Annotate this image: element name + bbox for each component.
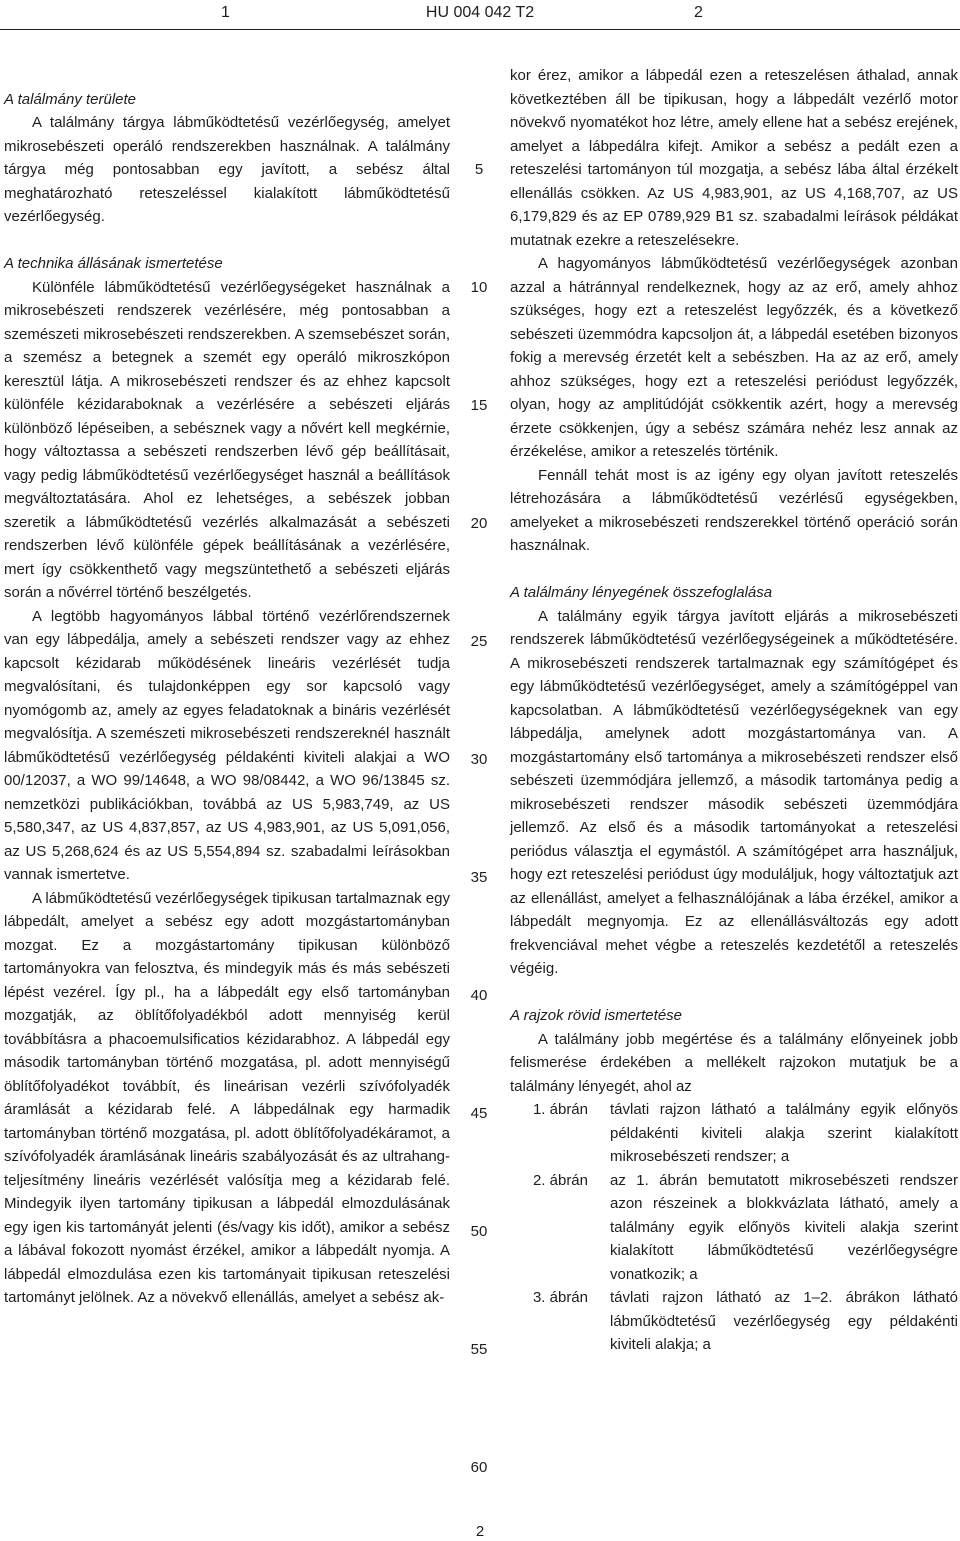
- line-number: 30: [470, 751, 488, 768]
- paragraph-prior-art-3: A lábműködtetésű vezérlőegységek tipikusan tartalmaznak egy lábpedált, amelyet a sebész egy adott mozgástartományban mozgat. Ez a mozgástartomány tipikusan különböző tartományokra van felosztva, és mindegyik más és más sebészeti lépést vezérel. Így pl., ha a lábpedált egy első tartományban mozgatják, az öblítőfolyadékból adott mennyiség kerül továbbításra a phacoemulsificatios kézidarabhoz. A lábpedál egy második tartományban történő mozgatása, pl. adott mennyiségű öblítőfolyadékot továbbít, és lineárisan vezérli szívófolyadék áramlását a kézidarab felé. A lábpedálnak egy harmadik tartományban történő mozgatása, pl. adott öblítőfolyadékáramot, a szívófolyadék áramlásának lineáris szabályozását és az ultrahang-teljesítmény lineáris vezérlését valósítja meg a kézidarab felé. Mindegyik ilyen tartomány tipikusan a lábpedál elmozdulásának egy igen kis tartományát jelenti (és/vagy kis időt), amikor a sebész a lábával fokozott nyomást érzékel, amikor a lábpedált nyomja. A lábpedál elmozdulása ezen kis tartományait tipikusan reteszelési tartományt jelölnek. Az a növekvő ellenállás, amelyet a sebész ak-: [4, 889, 450, 1306]
- figure-description-item: [510, 1098, 958, 1169]
- right-column: [510, 64, 958, 1357]
- line-number: 35: [470, 869, 488, 886]
- section-heading-field: A találmány területe: [4, 90, 137, 108]
- left-column: [4, 64, 450, 1310]
- line-number: 20: [470, 515, 488, 532]
- section-heading-drawings: A rajzok rövid ismertetése: [510, 1007, 683, 1024]
- line-number: 60: [470, 1459, 488, 1476]
- section-heading-prior-art: A technika állásának ismertetése: [4, 255, 223, 272]
- header-left-page-number: 1: [221, 4, 230, 21]
- line-number: 5: [474, 161, 484, 178]
- paragraph-prior-art-1: Különféle lábműködtetésű vezérlőegységeket használnak a mikrosebészeti rendszerek vezérlésére, még pontosabban a szemészeti mikrosebészeti rendszerekben. A szemsebészet során, a szemész a betegnek a szemét egy operáló mikroszkópon keresztül látja. A mikrosebészeti rendszer és az ehhez kapcsolt különféle kézidaraboknak a vezérlésére a sebészeti eljárás különböző lépéseiben, a sebésznek vagy a nővért kell megkérnie, hogy változtassa a sebészeti rendszerben lévő gép beállításait, vagy pedig lábműködtetésű vezérlőegységet használ a beállítások megváltoztatására. Ahol ez lehetséges, a sebészek jobban szeretik a lábműködtetésű vezérlés alkalmazását a sebészeti rendszerben lévő különféle gépek beállításának a vezérlésére, mert így csökkenthető vagy megszüntethető a sebészeti eljárás során a nővérrel történő beszélgetés.: [4, 278, 450, 601]
- paragraph-need: Fennáll tehát most is az igény egy olyan javított reteszelés létrehozására a lábműködtetésű vezérlésű egységekben, amelyeket a mikrosebészeti rendszerekkel történő operáció során használnak.: [510, 466, 958, 554]
- paragraph-drawings-intro: A találmány jobb megértése és a találmány előnyeinek jobb felismerése érdekében a mellékelt rajzokon mutatjuk be a találmány lényegét, ahol az: [510, 1030, 958, 1095]
- header-rule: [0, 29, 960, 30]
- page-header: [0, 0, 960, 26]
- paragraph-disadvantage: A hagyományos lábműködtetésű vezérlőegységek azonban azzal a hátránnyal rendelkeznek, hogy az az erő, amely ahhoz szükséges, hogy ezt a reteszelést legyőzzék, és a következő sebészeti üzemmódra kapcsoljon át, a lábpedál esetében bizonyos fokig a merevség érzetét kelt a sebészben. Ha az az erő, amely ahhoz szükséges, hogy ezt a reteszelési periódust legyőzzék, olyan, hogy az amplitúdóját csökkentik azért, hogy a merevség érzete csökkenjen, úgy a sebész számára nehéz lesz annak az érzékelése, amikor a reteszelés történik.: [510, 255, 958, 460]
- line-number: 55: [470, 1341, 488, 1358]
- figure-label: 2. ábrán: [532, 1171, 588, 1189]
- figure-label: 3. ábrán: [532, 1289, 588, 1306]
- line-number: 10: [470, 279, 488, 296]
- paragraph-summary: A találmány egyik tárgya javított eljárás a mikrosebészeti rendszerek lábműködtetésű vezérlőegységeinek a működtetésére. A mikrosebészeti rendszerek tartalmaznak egy számítógépet és egy lábműködtetésű vezérlőegységet, amely a számítógéppel van kapcsolatban. A lábműködtetésű vezérlőegységeknek van egy lábpedálja, amelynek adott mozgástartománya van. A mozgástartomány első tartománya a mikrosebészeti rendszer első sebészeti üzemmódjára jellemző, a második tartománya pedig a mikrosebészeti rendszer második sebészeti üzemmódjára jellemző. Az első és a második tartományokat a reteszelési periódus választja el egymástól. A számítógépet arra használjuk, hogy ezt reteszelési periódust úgy moduláljuk, hogy változtatjuk azt az ellenállást, amelyet a felhasználójának a lába érzékel, amikor a lábpedált megnyomja. Ez az ellenállásváltozás egy adott frekvenciával mehet végbe a reteszelés kezdetétől a reteszelés végéig.: [510, 607, 958, 977]
- figure-description-item: [510, 1286, 958, 1357]
- header-right-page-number: 2: [694, 4, 703, 21]
- line-number: 50: [470, 1223, 488, 1240]
- paragraph-field-description: A találmány tárgya lábműködtetésű vezérlőegység, amelyet mikrosebészeti operáló rendszerekben használnak. A találmány tárgya még pontosabban egy javított, a sebész által meghatározható reteszeléssel kialakított lábműködtetésű vezérlőegység.: [4, 114, 450, 225]
- line-number: 25: [470, 633, 488, 650]
- section-heading-summary: A találmány lényegének összefoglalása: [510, 584, 773, 601]
- figure-text: távlati rajzon látható az 1–2. ábrákon látható lábműködtetésű vezérlőegység egy példakénti kiviteli alakja; a: [610, 1289, 958, 1353]
- figure-text: távlati rajzon látható a találmány egyik előnyös példakénti kiviteli alakja szerint kialakított mikrosebészeti rendszer; a: [610, 1101, 958, 1165]
- figure-label: 1. ábrán: [532, 1101, 588, 1118]
- figure-description-item: [510, 1169, 958, 1287]
- footer-page-number: 2: [475, 1523, 485, 1540]
- paragraph-prior-art-2: A legtöbb hagyományos lábbal történő vezérlőrendszernek van egy lábpedálja, amely a sebészeti rendszer vagy az ehhez kapcsolt kézidarab működésének lineáris vezérlését tudja megvalósítani, és tulajdonképpen egy sor kapcsoló vagy nyomógomb az, amely az egyes feladatoknak a bináris vezérlését megvalósítja. A szemészeti mikrosebészeti rendszereknél használt lábműködtetésű vezérlőegység példakénti kiviteli alakjai a WO 00/12037, a WO 99/14648, a WO 98/08442, a WO 96/13845 sz. nemzetközi publikációkban, továbbá az US 5,983,749, az US 5,580,347, az US 4,837,857, az US 4,983,901, az US 5,091,056, az US 5,268,624 és az US 5,554,894 sz. szabadalmi leírásokban vannak ismertetve.: [4, 607, 450, 883]
- paragraph-detent-continued: kor érez, amikor a lábpedál ezen a reteszelésen áthalad, annak következtében áll be tipikusan, hogy a lábpedált vezérlő motor növekvő nyomatékot hoz létre, amely ellene hat a sebész erejének, amelyet a lábpedálra kifejt. Amikor a sebész a pedált ezen a reteszelési tartományon túl mozgatja, a sebész lába által érzékelt ellenállás csökken. Az US 4,983,901, az US 4,168,707, az US 6,179,829 és az EP 0789,929 B1 sz. szabadalmi leírások példákat mutatnak ezekre a reteszelésekre.: [510, 67, 958, 249]
- header-document-id: HU 004 042 T2: [425, 4, 535, 21]
- figure-text: az 1. ábrán bemutatott mikrosebészeti rendszer azon részeinek a blokkvázlata látható, amely a találmány egyik előnyös kiviteli alakja szerint kialakított lábműködtetésű vezérlőegységre vonatkozik; a: [610, 1171, 958, 1283]
- line-number: 45: [470, 1105, 488, 1122]
- line-number: 40: [470, 987, 488, 1004]
- line-number: 15: [470, 397, 488, 414]
